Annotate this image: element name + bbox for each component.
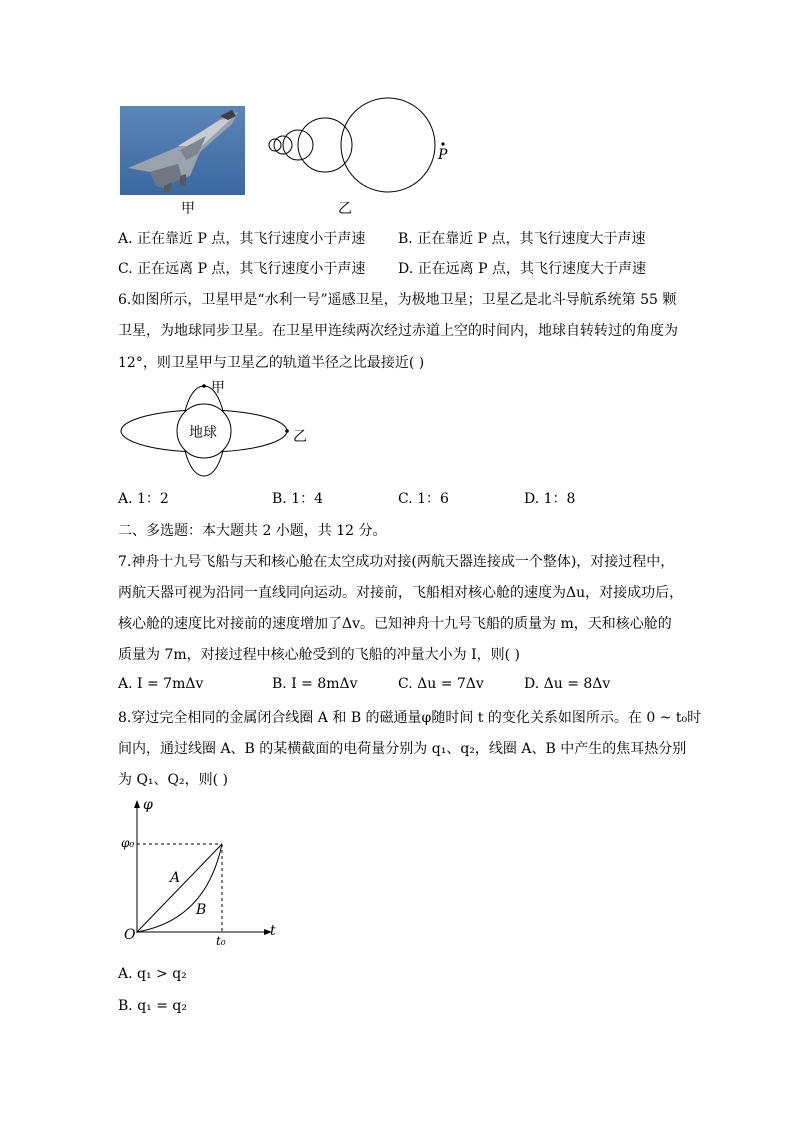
q6-option-d: D. 1：8 — [524, 491, 576, 507]
satellite-yi-dot — [285, 429, 289, 433]
q6-text-line-2: 卫星，为地球同步卫星。在卫星甲连续两次经过赤道上空的时间内，地球自转转过的角度为 — [118, 323, 678, 339]
q8-option-b: B. q₁ = q₂ — [118, 998, 187, 1014]
q7-option-b: B. I = 8mΔv — [272, 676, 358, 692]
q7-text-line-3: 核心舱的速度比对接前的速度增加了Δv。已知神舟十九号飞船的质量为 m，天和核心舱的 — [118, 616, 672, 632]
curve-a-label: A — [170, 870, 181, 886]
curve-a-line — [137, 844, 222, 932]
satellite-jia-label: 甲 — [211, 380, 225, 396]
point-p-label: P — [438, 147, 448, 163]
origin-label: O — [124, 927, 136, 943]
y-axis-arrow — [134, 800, 140, 808]
flux-time-graph — [118, 796, 288, 951]
y-axis-label: φ — [143, 797, 153, 813]
wavefront-circle-4 — [298, 118, 352, 172]
q7-text-line-4: 质量为 7m，对接过程中核心舱受到的飞船的冲量大小为 I，则( ) — [118, 647, 520, 663]
q8-text-line-2: 间内，通过线圈 A、B 的某横截面的电荷量分别为 q₁、q₂，线圈 A、B 中产生的焦耳热分别 — [118, 741, 687, 757]
y-tick-label: φ₀ — [121, 836, 135, 850]
q8-option-a: A. q₁ > q₂ — [118, 966, 187, 982]
fighter-jet-image — [120, 106, 245, 195]
q8-text-line-1: 8.穿过完全相同的金属闭合线圈 A 和 B 的磁通量φ随时间 t 的变化关系如图所示。在 0 ~ t₀时 — [118, 710, 702, 726]
section-heading: 二、多选题：本大题共 2 小题，共 12 分。 — [118, 523, 387, 539]
fighter-jet-photo — [120, 106, 245, 195]
flux-graph-svg — [118, 796, 288, 951]
satellite-yi-label: 乙 — [293, 429, 307, 445]
q5-option-b: B. 正在靠近 P 点，其飞行速度大于声速 — [398, 231, 646, 247]
x-tick-label: t₀ — [216, 934, 226, 948]
q6-option-c: C. 1：6 — [398, 491, 449, 507]
q7-text-line-1: 7.神舟十九号飞船与天和核心舱在太空成功对接(两航天器连接成一个整体)，对接过程中， — [118, 554, 675, 570]
wavefront-circles — [262, 96, 462, 196]
figure-yi-caption: 乙 — [338, 201, 352, 217]
q5-option-a: A. 正在靠近 P 点，其飞行速度小于声速 — [118, 231, 366, 247]
x-axis-label: t — [270, 923, 276, 939]
q8-text-line-3: 为 Q₁、Q₂，则( ) — [118, 772, 229, 788]
q7-option-c: C. Δu = 7Δv — [398, 676, 484, 692]
wavefront-circle-5 — [341, 98, 435, 192]
q7-option-a: A. I = 7mΔv — [118, 676, 204, 692]
point-p-dot — [441, 142, 444, 145]
q5-option-d: D. 正在远离 P 点，其飞行速度大于声速 — [398, 261, 646, 277]
q7-option-d: D. Δu = 8Δv — [524, 676, 611, 692]
q6-option-a: A. 1：2 — [118, 491, 169, 507]
q7-text-line-2: 两航天器可视为沿同一直线同向运动。对接前，飞船相对核心舱的速度为Δu，对接成功后， — [118, 585, 684, 601]
curve-b-label: B — [196, 902, 207, 918]
satellite-jia-dot — [202, 384, 206, 388]
q6-text-line-1: 6.如图所示，卫星甲是“水利一号”遥感卫星，为极地卫星；卫星乙是北斗导航系统第 55 颗 — [118, 292, 677, 308]
earth-label: 地球 — [189, 425, 217, 441]
q5-option-c: C. 正在远离 P 点，其飞行速度小于声速 — [118, 261, 366, 277]
q6-text-line-3: 12°，则卫星甲与卫星乙的轨道半径之比最接近( ) — [118, 355, 425, 371]
q6-option-b: B. 1：4 — [272, 491, 324, 507]
sound-wave-figure — [262, 96, 462, 196]
figure-jia-caption: 甲 — [181, 201, 195, 217]
